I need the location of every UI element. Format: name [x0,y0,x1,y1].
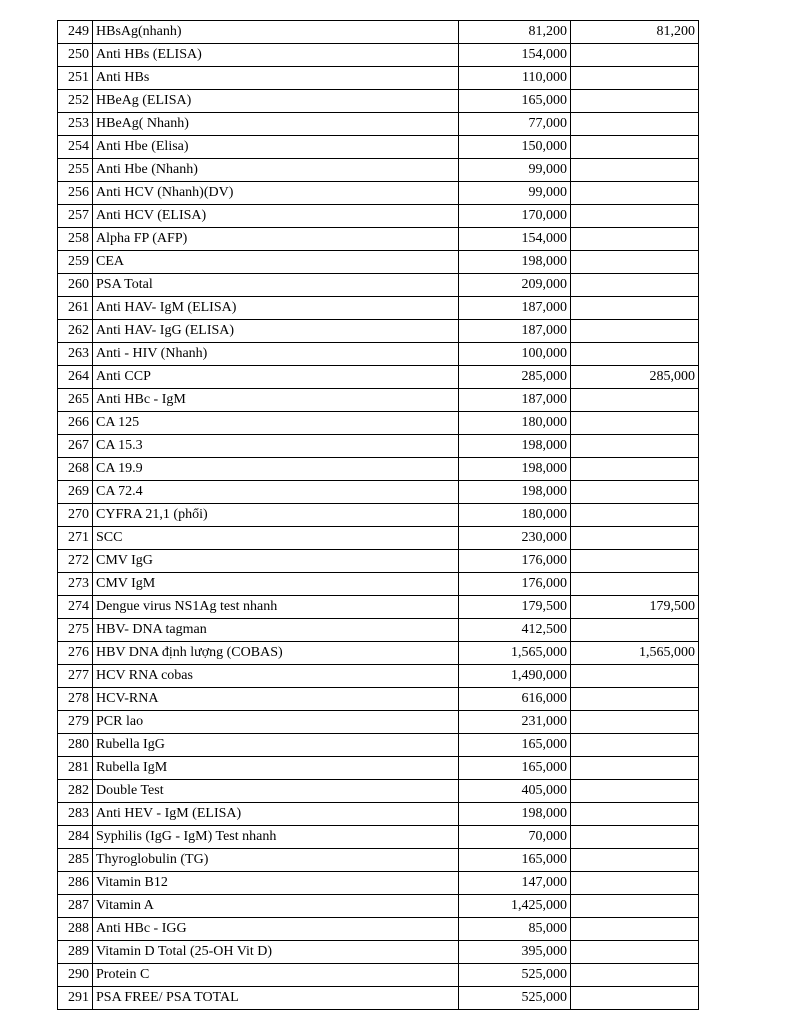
table-row [58,343,699,366]
price-cell: 154,000 [459,228,571,251]
row-number: 285 [58,849,93,872]
price-cell: 198,000 [459,435,571,458]
row-number: 284 [58,826,93,849]
test-name: Rubella IgG [93,734,459,757]
row-number: 281 [58,757,93,780]
row-number: 286 [58,872,93,895]
test-name: PSA FREE/ PSA TOTAL [93,987,459,1010]
row-number: 274 [58,596,93,619]
test-name: Dengue virus NS1Ag test nhanh [93,596,459,619]
table-row [58,228,699,251]
price-cell-secondary [571,458,699,481]
test-name: PCR lao [93,711,459,734]
test-name: Anti HBs (ELISA) [93,44,459,67]
price-cell-secondary [571,803,699,826]
price-cell: 285,000 [459,366,571,389]
price-cell-secondary: 285,000 [571,366,699,389]
test-name: Anti HCV (ELISA) [93,205,459,228]
price-cell-secondary [571,527,699,550]
price-cell: 209,000 [459,274,571,297]
table-row [58,389,699,412]
price-cell-secondary [571,389,699,412]
price-cell-secondary [571,619,699,642]
table-row [58,596,699,619]
price-cell: 165,000 [459,734,571,757]
test-name: Vitamin B12 [93,872,459,895]
row-number: 250 [58,44,93,67]
price-cell: 525,000 [459,987,571,1010]
price-cell-secondary [571,941,699,964]
price-cell-secondary: 179,500 [571,596,699,619]
test-name: CMV IgM [93,573,459,596]
table-row [58,435,699,458]
row-number: 258 [58,228,93,251]
row-number: 259 [58,251,93,274]
table-row [58,688,699,711]
row-number: 268 [58,458,93,481]
price-cell-secondary [571,44,699,67]
test-name: HBsAg(nhanh) [93,21,459,44]
price-cell-secondary [571,481,699,504]
row-number: 278 [58,688,93,711]
row-number: 275 [58,619,93,642]
row-number: 270 [58,504,93,527]
price-cell-secondary [571,136,699,159]
table-row [58,297,699,320]
price-cell: 187,000 [459,389,571,412]
table-row [58,665,699,688]
price-cell-secondary [571,113,699,136]
price-cell: 405,000 [459,780,571,803]
test-name: CA 15.3 [93,435,459,458]
table-row [58,527,699,550]
table-row [58,205,699,228]
table-row [58,872,699,895]
price-cell: 525,000 [459,964,571,987]
price-cell-secondary [571,872,699,895]
row-number: 279 [58,711,93,734]
row-number: 287 [58,895,93,918]
row-number: 253 [58,113,93,136]
price-cell-secondary [571,67,699,90]
price-cell-secondary [571,987,699,1010]
test-name: Anti HAV- IgG (ELISA) [93,320,459,343]
test-name: CA 125 [93,412,459,435]
row-number: 257 [58,205,93,228]
test-name: HCV-RNA [93,688,459,711]
test-name: CEA [93,251,459,274]
table-row [58,44,699,67]
price-cell: 154,000 [459,44,571,67]
price-cell-secondary [571,918,699,941]
price-cell: 165,000 [459,757,571,780]
table-row [58,734,699,757]
price-cell-secondary [571,343,699,366]
price-cell-secondary [571,412,699,435]
row-number: 252 [58,90,93,113]
price-cell-secondary [571,205,699,228]
table-row [58,113,699,136]
price-cell: 187,000 [459,297,571,320]
row-number: 283 [58,803,93,826]
row-number: 267 [58,435,93,458]
price-cell: 150,000 [459,136,571,159]
test-name: Anti HBc - IGG [93,918,459,941]
price-cell: 1,565,000 [459,642,571,665]
table-row [58,366,699,389]
price-cell-secondary [571,274,699,297]
test-name: Anti Hbe (Elisa) [93,136,459,159]
price-cell-secondary [571,550,699,573]
test-name: CA 72.4 [93,481,459,504]
price-cell: 165,000 [459,849,571,872]
test-name: Anti HAV- IgM (ELISA) [93,297,459,320]
price-cell-secondary [571,780,699,803]
table-row [58,320,699,343]
price-cell-secondary: 81,200 [571,21,699,44]
table-row [58,412,699,435]
row-number: 273 [58,573,93,596]
price-cell: 176,000 [459,550,571,573]
test-name: Syphilis (IgG - IgM) Test nhanh [93,826,459,849]
test-name: Vitamin D Total (25-OH Vit D) [93,941,459,964]
price-cell-secondary [571,688,699,711]
table-row [58,757,699,780]
price-cell: 198,000 [459,803,571,826]
price-cell: 198,000 [459,481,571,504]
row-number: 291 [58,987,93,1010]
price-cell: 85,000 [459,918,571,941]
table-row [58,941,699,964]
price-cell: 1,490,000 [459,665,571,688]
table-row [58,711,699,734]
table-row [58,504,699,527]
table-row [58,619,699,642]
table-row [58,849,699,872]
test-name: Anti - HIV (Nhanh) [93,343,459,366]
table-row [58,964,699,987]
price-cell: 180,000 [459,412,571,435]
price-cell-secondary [571,711,699,734]
table-row [58,550,699,573]
table-row [58,573,699,596]
test-name: HBV- DNA tagman [93,619,459,642]
test-name: Rubella IgM [93,757,459,780]
price-cell: 179,500 [459,596,571,619]
test-name: HBeAg (ELISA) [93,90,459,113]
price-cell-secondary [571,320,699,343]
table-row [58,21,699,44]
price-table [57,20,699,1010]
table-row [58,458,699,481]
test-name: Anti HCV (Nhanh)(DV) [93,182,459,205]
table-row [58,182,699,205]
test-name: Protein C [93,964,459,987]
row-number: 269 [58,481,93,504]
price-cell-secondary [571,849,699,872]
price-cell: 81,200 [459,21,571,44]
price-cell: 165,000 [459,90,571,113]
test-name: CYFRA 21,1 (phổi) [93,504,459,527]
price-cell-secondary [571,182,699,205]
row-number: 266 [58,412,93,435]
row-number: 289 [58,941,93,964]
price-cell: 100,000 [459,343,571,366]
table-row [58,803,699,826]
test-name: CMV IgG [93,550,459,573]
test-name: Anti Hbe (Nhanh) [93,159,459,182]
price-cell: 110,000 [459,67,571,90]
price-cell: 99,000 [459,159,571,182]
row-number: 255 [58,159,93,182]
price-cell-secondary [571,90,699,113]
row-number: 256 [58,182,93,205]
table-row [58,481,699,504]
test-name: Anti HEV - IgM (ELISA) [93,803,459,826]
row-number: 288 [58,918,93,941]
price-cell-secondary [571,895,699,918]
price-cell-secondary [571,964,699,987]
row-number: 262 [58,320,93,343]
table-row [58,274,699,297]
price-cell-secondary [571,297,699,320]
table-row [58,251,699,274]
table-row [58,895,699,918]
row-number: 254 [58,136,93,159]
price-cell: 412,500 [459,619,571,642]
price-cell: 395,000 [459,941,571,964]
table-row [58,826,699,849]
test-name: Vitamin A [93,895,459,918]
row-number: 261 [58,297,93,320]
row-number: 276 [58,642,93,665]
row-number: 290 [58,964,93,987]
price-cell: 198,000 [459,458,571,481]
price-cell: 176,000 [459,573,571,596]
row-number: 272 [58,550,93,573]
row-number: 265 [58,389,93,412]
row-number: 277 [58,665,93,688]
price-cell: 147,000 [459,872,571,895]
table-row [58,987,699,1010]
test-name: HBV DNA định lượng (COBAS) [93,642,459,665]
row-number: 271 [58,527,93,550]
test-name: CA 19.9 [93,458,459,481]
table-body [58,21,699,1010]
price-cell-secondary [571,228,699,251]
row-number: 280 [58,734,93,757]
price-cell: 198,000 [459,251,571,274]
row-number: 264 [58,366,93,389]
table-row [58,780,699,803]
table-row [58,918,699,941]
test-name: SCC [93,527,459,550]
test-name: Anti CCP [93,366,459,389]
price-cell: 77,000 [459,113,571,136]
test-name: Alpha FP (AFP) [93,228,459,251]
price-cell-secondary [571,734,699,757]
price-cell: 231,000 [459,711,571,734]
price-cell-secondary [571,251,699,274]
price-cell-secondary [571,435,699,458]
table-row [58,642,699,665]
test-name: PSA Total [93,274,459,297]
table-row [58,136,699,159]
test-name: HCV RNA cobas [93,665,459,688]
test-name: Double Test [93,780,459,803]
price-cell-secondary [571,573,699,596]
row-number: 282 [58,780,93,803]
price-cell-secondary: 1,565,000 [571,642,699,665]
price-cell-secondary [571,504,699,527]
test-name: HBeAg( Nhanh) [93,113,459,136]
table-row [58,159,699,182]
price-cell: 616,000 [459,688,571,711]
row-number: 260 [58,274,93,297]
price-cell: 1,425,000 [459,895,571,918]
row-number: 251 [58,67,93,90]
table-row [58,90,699,113]
row-number: 263 [58,343,93,366]
price-cell-secondary [571,159,699,182]
row-number: 249 [58,21,93,44]
test-name: Anti HBs [93,67,459,90]
test-name: Thyroglobulin (TG) [93,849,459,872]
price-cell-secondary [571,665,699,688]
price-cell: 187,000 [459,320,571,343]
price-cell-secondary [571,826,699,849]
price-cell: 230,000 [459,527,571,550]
price-cell: 170,000 [459,205,571,228]
test-name: Anti HBc - IgM [93,389,459,412]
price-cell: 99,000 [459,182,571,205]
table-row [58,67,699,90]
price-cell: 180,000 [459,504,571,527]
price-cell: 70,000 [459,826,571,849]
price-cell-secondary [571,757,699,780]
